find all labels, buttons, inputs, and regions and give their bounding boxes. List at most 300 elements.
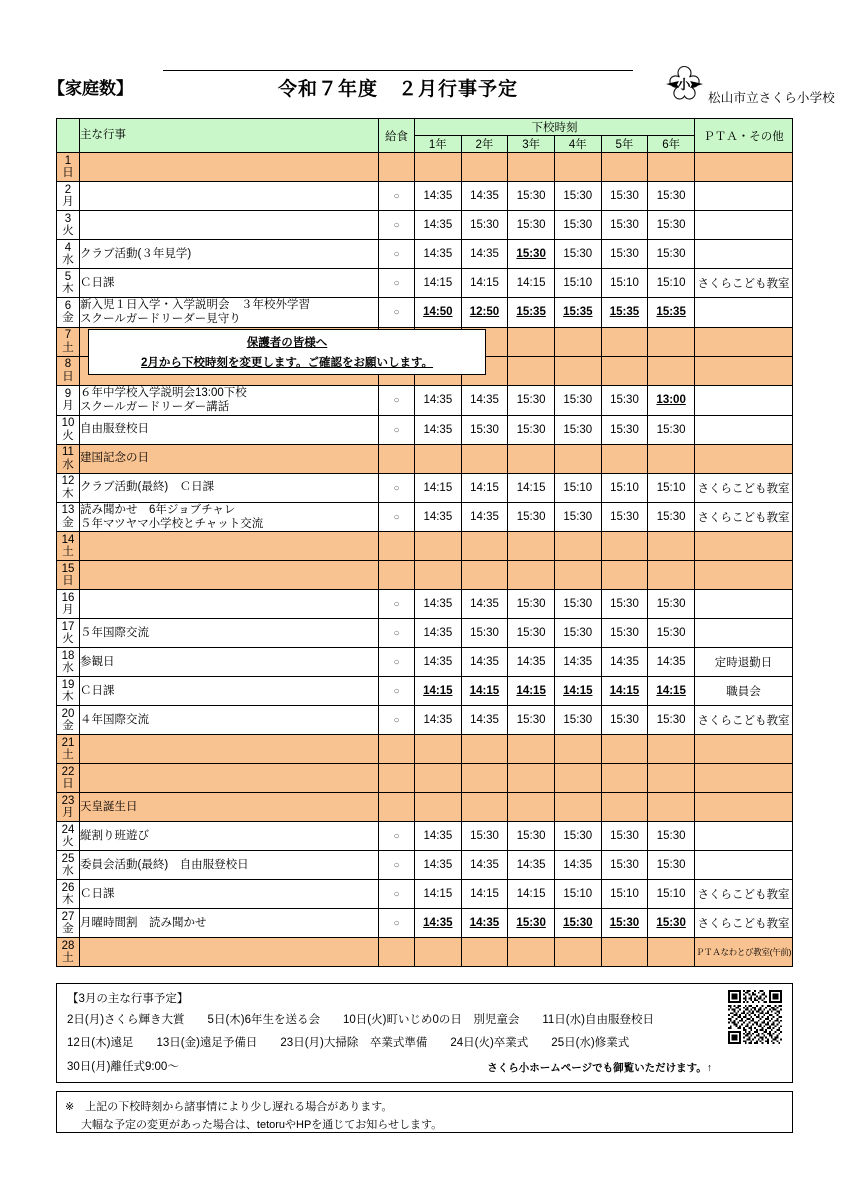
school-identity (640, 62, 849, 117)
day-weekday: 木 (62, 691, 74, 704)
day-cell (57, 182, 80, 211)
dismissal-time-cell (554, 938, 601, 967)
pta-cell (695, 153, 793, 182)
event-cell (80, 764, 379, 793)
pta-text: さくらこども教室 (697, 278, 790, 290)
dismissal-time-cell (508, 822, 555, 851)
dismissal-time-cell (554, 444, 601, 473)
day-weekday: 土 (62, 749, 74, 762)
dismissal-time: 12:50 (469, 306, 500, 319)
pta-text: ＰＴＡなわとび教室(午前) (695, 947, 792, 958)
day-weekday: 金 (62, 516, 74, 529)
day-weekday: 月 (62, 807, 74, 820)
dismissal-time-cell (508, 851, 555, 880)
dismissal-time-cell (461, 473, 508, 502)
dismissal-time-cell (508, 909, 555, 938)
dismissal-time: 14:35 (423, 394, 453, 407)
day-number: 8 (64, 358, 72, 371)
household-count-label: 【家庭数】 (48, 79, 133, 98)
event-cell (80, 706, 379, 735)
dismissal-time-cell (648, 648, 695, 677)
day-number: 9 (64, 387, 72, 400)
lunch-cell (379, 240, 415, 269)
table-row (57, 211, 793, 240)
dismissal-time: 15:10 (656, 888, 686, 901)
dismissal-time-cell (554, 793, 601, 822)
dismissal-time: 15:30 (563, 510, 593, 523)
dismissal-time-cell (648, 327, 695, 356)
dismissal-time-cell (461, 880, 508, 909)
day-number: 2 (64, 183, 72, 196)
dismissal-time: 14:15 (470, 277, 499, 289)
dismissal-time-cell (648, 561, 695, 590)
header-grade-5: 5年 (601, 136, 648, 153)
dismissal-time: 15:30 (516, 917, 546, 930)
title-underline-rule (163, 70, 633, 71)
dismissal-time: 15:30 (516, 627, 546, 640)
dismissal-time: 14:35 (423, 830, 453, 843)
event-line: 縦割り班遊び (80, 830, 149, 843)
dismissal-time-cell (554, 561, 601, 590)
dismissal-time: 13:00 (656, 394, 686, 407)
dismissal-time: 15:30 (563, 423, 593, 436)
dismissal-time-cell (601, 182, 648, 211)
day-number: 17 (61, 620, 75, 633)
dismissal-time: 15:30 (656, 248, 686, 260)
lunch-cell (379, 793, 415, 822)
pta-cell (695, 619, 793, 648)
dismissal-time-cell (461, 269, 508, 298)
dismissal-time-cell (415, 851, 462, 880)
lunch-cell (379, 211, 415, 240)
dismissal-time: 15:30 (563, 190, 593, 202)
day-cell (57, 677, 80, 706)
day-cell (57, 532, 80, 561)
dismissal-time-cell (415, 619, 462, 648)
event-line: Ｃ日課 (80, 685, 115, 698)
dismissal-time: 15:30 (563, 219, 593, 231)
dismissal-time: 15:30 (516, 219, 546, 231)
dismissal-time: 15:35 (656, 306, 686, 319)
table-row (57, 648, 793, 677)
day-cell (57, 298, 80, 328)
event-line: 月曜時間割 読み聞かせ (80, 917, 207, 930)
dismissal-time-cell (554, 153, 601, 182)
march-events-line-3: 30日(月)離任式9:00～ (67, 1061, 179, 1073)
dismissal-time: 15:30 (610, 830, 639, 843)
event-cell (80, 909, 379, 938)
event-cell (80, 619, 379, 648)
event-cell (80, 385, 379, 415)
pta-text: 定時退勤日 (714, 657, 773, 670)
day-weekday: 月 (62, 196, 74, 208)
header-events: 主な行事 (80, 119, 379, 153)
table-row (57, 938, 793, 967)
lunch-cell (379, 298, 415, 328)
day-cell (57, 648, 80, 677)
lunch-circle-icon: ○ (393, 191, 400, 202)
dismissal-time-cell (648, 764, 695, 793)
table-row (57, 473, 793, 502)
event-cell (80, 793, 379, 822)
dismissal-time-cell (415, 561, 462, 590)
dismissal-time: 15:30 (610, 394, 639, 407)
pta-cell (695, 327, 793, 356)
dismissal-time-cell (554, 502, 601, 532)
dismissal-time: 14:15 (469, 685, 500, 698)
day-cell (57, 938, 80, 967)
event-line: スクールガードリーダー講話 (80, 401, 230, 414)
dismissal-time-cell (601, 561, 648, 590)
lunch-cell (379, 532, 415, 561)
dismissal-time-cell (601, 880, 648, 909)
lunch-cell (379, 880, 415, 909)
day-number: 26 (61, 881, 75, 894)
day-cell (57, 327, 80, 356)
dismissal-time-cell (601, 735, 648, 764)
dismissal-time-cell (601, 153, 648, 182)
dismissal-time-cell (461, 211, 508, 240)
dismissal-time-cell (554, 385, 601, 415)
dismissal-time: 15:30 (610, 714, 639, 727)
qr-code-icon[interactable] (728, 990, 782, 1044)
dismissal-time: 14:15 (516, 685, 546, 698)
lunch-cell (379, 648, 415, 677)
header-grade-6: 6年 (648, 136, 695, 153)
lunch-circle-icon: ○ (393, 220, 400, 231)
dismissal-time: 15:30 (563, 627, 593, 640)
day-cell (57, 444, 80, 473)
dismissal-time: 15:10 (563, 277, 593, 289)
lunch-circle-icon: ○ (393, 918, 400, 930)
day-weekday: 火 (62, 225, 74, 237)
lunch-circle-icon: ○ (393, 860, 400, 872)
pta-cell (695, 502, 793, 532)
pta-cell (695, 211, 793, 240)
dismissal-time-cell (461, 793, 508, 822)
dismissal-time-cell (601, 619, 648, 648)
dismissal-time: 15:35 (516, 306, 546, 319)
day-cell (57, 764, 80, 793)
table-row (57, 590, 793, 619)
table-row (57, 851, 793, 880)
dismissal-time: 14:35 (563, 656, 593, 669)
day-cell (57, 269, 80, 298)
dismissal-time: 15:30 (610, 598, 639, 611)
dismissal-time-cell (601, 909, 648, 938)
header-grade-1: 1年 (415, 136, 462, 153)
disclaimer-box (56, 1091, 793, 1133)
dismissal-time: 15:10 (610, 481, 639, 494)
dismissal-time-cell (461, 677, 508, 706)
day-number: 6 (64, 299, 72, 312)
table-row (57, 182, 793, 211)
day-cell (57, 590, 80, 619)
dismissal-time: 14:50 (423, 306, 453, 319)
day-number: 5 (64, 270, 72, 283)
dismissal-time: 15:35 (609, 306, 640, 319)
day-cell (57, 706, 80, 735)
dismissal-time-cell (648, 822, 695, 851)
dismissal-time: 15:30 (656, 510, 686, 523)
dismissal-time: 14:35 (423, 423, 453, 436)
dismissal-time-cell (508, 619, 555, 648)
day-number: 4 (64, 241, 72, 254)
dismissal-time: 14:15 (470, 888, 499, 901)
dismissal-time-cell (554, 269, 601, 298)
day-cell (57, 880, 80, 909)
dismissal-time: 15:30 (609, 917, 640, 930)
dismissal-time-cell (461, 240, 508, 269)
dismissal-time-cell (508, 880, 555, 909)
day-cell (57, 473, 80, 502)
event-cell (80, 590, 379, 619)
day-number: 24 (61, 823, 75, 836)
dismissal-time: 14:35 (423, 627, 453, 640)
dismissal-time: 14:15 (656, 685, 686, 698)
day-weekday: 火 (62, 633, 74, 646)
march-preview-box (56, 983, 793, 1083)
dismissal-time-cell (415, 735, 462, 764)
dismissal-time-cell (601, 240, 648, 269)
dismissal-time: 14:35 (470, 248, 499, 260)
dismissal-time: 15:10 (610, 888, 639, 901)
dismissal-time: 15:30 (516, 248, 546, 260)
pta-cell (695, 909, 793, 938)
dismissal-time: 15:30 (656, 598, 686, 611)
dismissal-time: 14:35 (423, 598, 453, 611)
dismissal-time-cell (601, 211, 648, 240)
pta-text: さくらこども教室 (697, 918, 790, 931)
day-number: 7 (64, 329, 72, 342)
day-number: 18 (61, 649, 75, 662)
dismissal-time: 14:35 (423, 656, 453, 669)
dismissal-time: 15:30 (516, 423, 546, 436)
dismissal-time-cell (648, 473, 695, 502)
dismissal-time-cell (461, 822, 508, 851)
event-cell (80, 851, 379, 880)
dismissal-time-cell (508, 211, 555, 240)
svg-text:小: 小 (677, 77, 691, 92)
lunch-cell (379, 153, 415, 182)
event-line: 参観日 (80, 656, 115, 669)
dismissal-time-cell (508, 706, 555, 735)
dismissal-time-cell (648, 211, 695, 240)
day-weekday: 月 (62, 400, 74, 413)
dismissal-time-cell (648, 415, 695, 444)
event-cell (80, 561, 379, 590)
dismissal-time: 15:30 (516, 714, 546, 727)
day-number: 10 (61, 417, 75, 430)
monthly-schedule-table (56, 118, 793, 967)
day-cell (57, 153, 80, 182)
dismissal-time: 15:30 (610, 423, 639, 436)
dismissal-time-cell (461, 590, 508, 619)
dismissal-time-cell (648, 269, 695, 298)
lunch-cell (379, 764, 415, 793)
lunch-circle-icon: ○ (393, 424, 400, 436)
day-number: 28 (61, 939, 75, 952)
day-number: 16 (61, 591, 75, 604)
dismissal-time-cell (554, 909, 601, 938)
dismissal-time: 15:30 (563, 917, 593, 930)
dismissal-time-cell (601, 590, 648, 619)
dismissal-time-cell (554, 211, 601, 240)
pta-cell (695, 764, 793, 793)
disclaimer-line-1: ※ 上記の下校時刻から諸事情により少し遅れる場合があります。 (65, 1101, 393, 1113)
dismissal-time-cell (648, 182, 695, 211)
disclaimer-line-2: 大幅な予定の変更があった場合は、tetoruやHPを通じてお知らせします。 (81, 1119, 443, 1131)
dismissal-time-cell (508, 532, 555, 561)
dismissal-time-cell (415, 240, 462, 269)
day-number: 13 (61, 504, 75, 517)
dismissal-time-cell (648, 880, 695, 909)
dismissal-time: 14:15 (516, 481, 546, 494)
dismissal-time-cell (415, 677, 462, 706)
dismissal-time: 14:15 (423, 481, 453, 494)
pta-cell (695, 182, 793, 211)
dismissal-time-cell (554, 822, 601, 851)
day-weekday: 日 (62, 167, 74, 179)
dismissal-time: 15:30 (610, 859, 639, 872)
pta-cell (695, 415, 793, 444)
dismissal-time: 15:30 (656, 830, 686, 843)
dismissal-time: 14:35 (610, 656, 639, 669)
dismissal-time-cell (554, 677, 601, 706)
header-day-column (57, 119, 80, 153)
day-cell (57, 502, 80, 532)
dismissal-time-cell (648, 938, 695, 967)
dismissal-time-cell (648, 356, 695, 385)
dismissal-time-cell (554, 590, 601, 619)
day-weekday: 月 (62, 604, 74, 617)
dismissal-time-cell (508, 269, 555, 298)
lunch-cell (379, 561, 415, 590)
header-dismissal-group: 下校時刻 (415, 119, 695, 136)
day-weekday: 日 (62, 370, 74, 383)
dismissal-time-cell (648, 619, 695, 648)
lunch-cell (379, 735, 415, 764)
dismissal-time-cell (554, 298, 601, 328)
lunch-cell (379, 822, 415, 851)
dismissal-time: 15:30 (610, 510, 639, 523)
day-cell (57, 356, 80, 385)
table-row (57, 880, 793, 909)
dismissal-time-cell (601, 415, 648, 444)
dismissal-time: 14:35 (423, 190, 453, 202)
dismissal-time-cell (648, 590, 695, 619)
dismissal-time: 14:35 (423, 859, 453, 872)
event-cell (80, 502, 379, 532)
dismissal-time: 15:30 (470, 627, 499, 640)
march-events-line-2: 12日(木)遠足 13日(金)遠足予備日 23日(月)大掃除 卒業式準備 24日(火)卒業式 25日(水)修業式 (67, 1037, 630, 1049)
dismissal-time-cell (415, 444, 462, 473)
day-cell (57, 561, 80, 590)
day-number: 3 (64, 212, 72, 225)
dismissal-time-cell (461, 648, 508, 677)
pta-text: さくらこども教室 (697, 511, 790, 524)
dismissal-time-cell (508, 327, 555, 356)
dismissal-time-cell (461, 153, 508, 182)
dismissal-time-cell (415, 532, 462, 561)
lunch-circle-icon: ○ (393, 715, 400, 727)
dismissal-time-cell (601, 706, 648, 735)
dismissal-time: 14:35 (470, 656, 499, 669)
dismissal-time-cell (648, 502, 695, 532)
dismissal-time-cell (648, 706, 695, 735)
pta-cell (695, 735, 793, 764)
dismissal-time: 14:35 (470, 859, 499, 872)
lunch-cell (379, 502, 415, 532)
table-row (57, 502, 793, 532)
pta-cell (695, 706, 793, 735)
dismissal-time-cell (554, 415, 601, 444)
dismissal-time: 14:15 (563, 685, 593, 698)
dismissal-time: 14:35 (469, 917, 500, 930)
dismissal-time-cell (415, 182, 462, 211)
dismissal-time: 15:30 (516, 830, 546, 843)
dismissal-time: 15:30 (610, 219, 639, 231)
dismissal-time-cell (601, 764, 648, 793)
event-cell (80, 240, 379, 269)
dismissal-time-cell (554, 182, 601, 211)
table-row (57, 764, 793, 793)
table-row (57, 385, 793, 415)
march-events-line-1: 2日(月)さくら輝き大賞 5日(木)6年生を送る会 10日(火)町いじめ0の日 別児童会 11日(水)自由服登校日 (67, 1014, 654, 1026)
dismissal-time-cell (508, 502, 555, 532)
table-row (57, 793, 793, 822)
lunch-circle-icon: ○ (393, 628, 400, 640)
dismissal-time-cell (601, 851, 648, 880)
dismissal-time-cell (415, 502, 462, 532)
dismissal-time: 14:35 (563, 859, 593, 872)
dismissal-time-cell (648, 735, 695, 764)
dismissal-time: 15:30 (610, 627, 639, 640)
dismissal-time-cell (554, 240, 601, 269)
dismissal-time: 15:30 (563, 830, 593, 843)
day-number: 12 (61, 475, 75, 488)
dismissal-time-cell (508, 444, 555, 473)
table-row (57, 240, 793, 269)
lunch-cell (379, 415, 415, 444)
dismissal-time-cell (508, 590, 555, 619)
table-row (57, 677, 793, 706)
dismissal-time: 14:15 (423, 685, 453, 698)
lunch-cell (379, 706, 415, 735)
dismissal-time: 14:35 (423, 917, 453, 930)
dismissal-time: 15:10 (563, 481, 593, 494)
header-pta-other: ＰＴＡ・その他 (695, 119, 793, 153)
event-line: ４年国際交流 (80, 714, 149, 727)
dismissal-time-cell (601, 648, 648, 677)
dismissal-time-cell (508, 793, 555, 822)
dismissal-time-cell (508, 735, 555, 764)
lunch-circle-icon: ○ (393, 686, 400, 698)
lunch-circle-icon: ○ (393, 482, 400, 494)
day-cell (57, 822, 80, 851)
dismissal-time: 14:35 (516, 656, 546, 669)
header-grade-3: 3年 (508, 136, 555, 153)
dismissal-time: 14:35 (423, 714, 453, 727)
table-row (57, 415, 793, 444)
dismissal-time-cell (554, 532, 601, 561)
dismissal-time-cell (554, 619, 601, 648)
event-cell (80, 153, 379, 182)
dismissal-time: 14:35 (470, 510, 499, 523)
pta-cell (695, 561, 793, 590)
event-cell (80, 648, 379, 677)
event-line: ５年マツヤマ小学校とチャット交流 (80, 517, 264, 530)
